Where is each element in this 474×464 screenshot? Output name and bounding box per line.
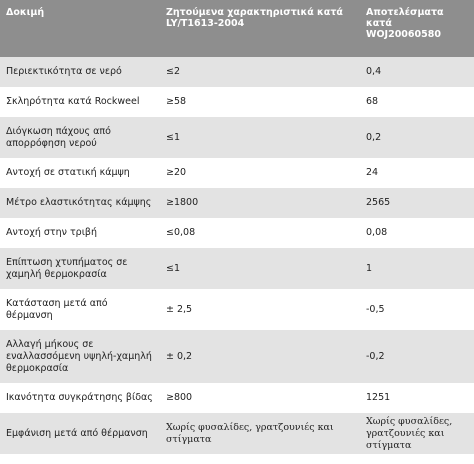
table-row xyxy=(0,218,474,248)
cell-required: ≥58 xyxy=(160,87,360,117)
cell-test: Αντοχή σε στατική κάμψη xyxy=(0,158,160,188)
cell-required: ≤2 xyxy=(160,57,360,87)
cell-result: 1251 xyxy=(360,383,474,413)
cell-result: -0,2 xyxy=(360,330,474,383)
cell-required: ≥800 xyxy=(160,383,360,413)
cell-result: 1 xyxy=(360,248,474,289)
cell-result: 2565 xyxy=(360,188,474,218)
cell-required: Χωρίς φυσαλίδες, γρατζουνιές και στίγματα xyxy=(160,413,360,454)
cell-required: ± 0,2 xyxy=(160,330,360,383)
cell-result: -0,5 xyxy=(360,289,474,330)
cell-test: Διόγκωση πάχους από απορρόφηση νερού xyxy=(0,117,160,158)
header-required: Ζητούμενα χαρακτηριστικά κατά LY/T1613-2004 xyxy=(160,0,360,57)
cell-result: 0,08 xyxy=(360,218,474,248)
cell-required: ≤1 xyxy=(160,117,360,158)
cell-test: Σκληρότητα κατά Rockweel xyxy=(0,87,160,117)
cell-test: Περιεκτικότητα σε νερό xyxy=(0,57,160,87)
table-row xyxy=(0,248,474,289)
cell-result: 24 xyxy=(360,158,474,188)
cell-test: Ικανότητα συγκράτησης βίδας xyxy=(0,383,160,413)
table-row xyxy=(0,87,474,117)
cell-test: Εμφάνιση μετά από θέρμανση xyxy=(0,413,160,454)
cell-required: ≥1800 xyxy=(160,188,360,218)
cell-required: ≤1 xyxy=(160,248,360,289)
cell-required: ± 2,5 xyxy=(160,289,360,330)
table-row xyxy=(0,330,474,383)
table-row xyxy=(0,289,474,330)
cell-test: Επίπτωση χτυπήματος σε χαμηλή θερμοκρασία xyxy=(0,248,160,289)
cell-test: Μέτρο ελαστικότητας κάμψης xyxy=(0,188,160,218)
table-row xyxy=(0,188,474,218)
cell-test: Κατάσταση μετά από θέρμανση xyxy=(0,289,160,330)
cell-result: 0,2 xyxy=(360,117,474,158)
header-result: Αποτελέσματα κατά WOJ20060580 xyxy=(360,0,474,57)
cell-result: Χωρίς φυσαλίδες, γρατζουνιές και στίγματα xyxy=(360,413,474,454)
table-row xyxy=(0,413,474,454)
table-row xyxy=(0,383,474,413)
cell-test: Αντοχή στην τριβή xyxy=(0,218,160,248)
table-row xyxy=(0,57,474,87)
header-test: Δοκιμή xyxy=(0,0,160,57)
cell-test: Αλλαγή μήκους σε εναλλασσόμενη υψηλή-χαμηλή θερμοκρασία xyxy=(0,330,160,383)
table-row xyxy=(0,117,474,158)
table-row xyxy=(0,158,474,188)
cell-result: 68 xyxy=(360,87,474,117)
table-header-row xyxy=(0,0,474,57)
cell-required: ≤0,08 xyxy=(160,218,360,248)
cell-result: 0,4 xyxy=(360,57,474,87)
cell-required: ≥20 xyxy=(160,158,360,188)
